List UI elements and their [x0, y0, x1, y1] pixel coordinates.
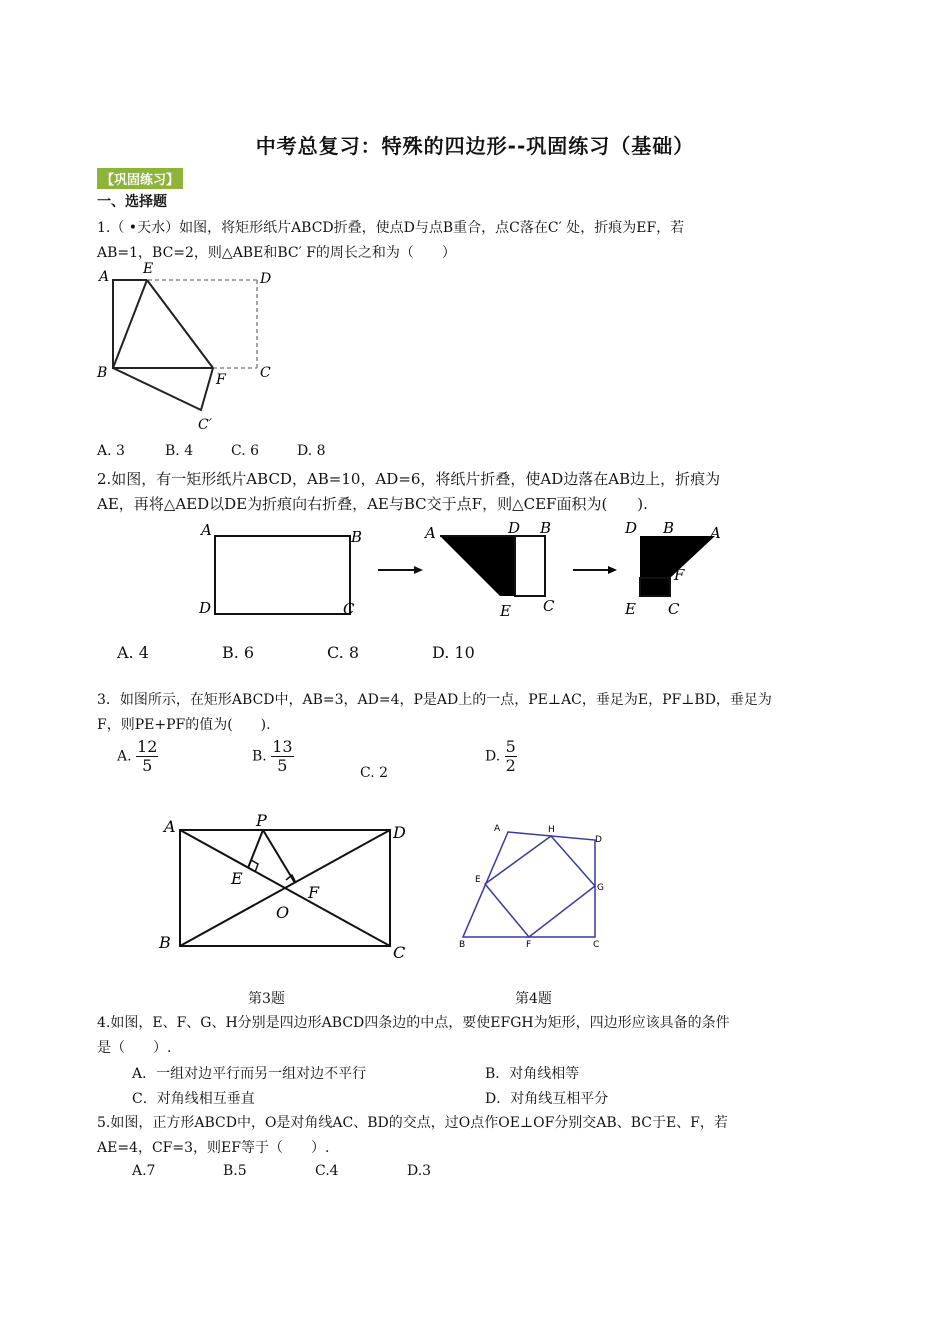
- q3-option-b-label: B.: [252, 748, 267, 765]
- q2-fig3-label-b: B: [663, 519, 675, 537]
- q1-label-cprime: C′: [198, 417, 212, 433]
- q1-option-d: D. 8: [297, 443, 326, 459]
- q1-option-b: B. 4: [165, 443, 194, 459]
- q3-option-b-fraction: [271, 738, 293, 775]
- q4-midpoint-quad: [485, 836, 595, 937]
- q1-figure: [95, 258, 285, 438]
- q4-option-b: B．对角线相等: [485, 1066, 580, 1082]
- q2-fig3-label-a: A: [710, 524, 721, 542]
- q3-option-d-num: 5: [505, 737, 516, 756]
- q3-label-e: E: [231, 869, 243, 888]
- q3-label-c: C: [393, 943, 406, 962]
- q1-line2: AB=1，BC=2，则△ABE和BC′ F的周长之和为（ ）: [97, 245, 456, 261]
- q5-line1: 5.如图，正方形ABCD中，O是对角线AC、BD的交点，过O点作OE⊥OF分别交AB、BC于E、F，若: [97, 1115, 728, 1131]
- q3-label-p: P: [256, 811, 267, 830]
- q5-option-c: C.4: [315, 1163, 339, 1179]
- q2-fig2-triangle: [440, 536, 515, 596]
- q1-label-a: A: [99, 269, 110, 285]
- q2-fig1-rect: [215, 536, 350, 614]
- q3-option-a-num: 12: [137, 737, 158, 756]
- q3-line1: 3．如图所示，在矩形ABCD中，AB=3，AD=4，P是AD上的一点，PE⊥AC，垂足为E，PF⊥BD，垂足为: [97, 692, 772, 708]
- q2-arrow1-head: [414, 566, 423, 574]
- q2-fig3-label-e: E: [625, 600, 636, 618]
- q2-fig1-label-c: C: [343, 600, 355, 618]
- q4-label-b: B: [459, 940, 466, 950]
- page-title: 中考总复习：特殊的四边形--巩固练习（基础）: [255, 134, 695, 158]
- q4-label-h: H: [548, 825, 555, 835]
- q2-option-d: D. 10: [432, 643, 475, 662]
- q5-option-b: B.5: [223, 1163, 247, 1179]
- q1-bcf: [113, 368, 213, 410]
- q3-option-d-den: 2: [505, 756, 516, 775]
- q3-caption: 第3题: [248, 991, 285, 1007]
- q1-label-f: F: [216, 372, 226, 388]
- q4-label-g: G: [597, 883, 604, 893]
- q2-figure: [195, 518, 735, 628]
- q4-label-e: E: [475, 875, 481, 885]
- q2-fig2-label-d: D: [508, 519, 521, 537]
- q2-fig2-label-a: A: [425, 524, 436, 542]
- q3-figure: [155, 810, 425, 965]
- q4-label-c: C: [593, 940, 600, 950]
- q2-option-c: C. 8: [327, 643, 360, 662]
- q3-option-a-fraction: [136, 738, 158, 775]
- q3-label-f: F: [308, 883, 320, 902]
- q4-option-a: A．一组对边平行而另一组对边不平行: [132, 1066, 367, 1082]
- q2-fig1-label-d: D: [199, 599, 212, 617]
- q1-label-d: D: [260, 271, 272, 287]
- q2-fig1-label-a: A: [201, 521, 212, 539]
- q3-option-d-label: D.: [485, 748, 501, 765]
- q4-label-f: F: [526, 940, 532, 950]
- q4-label-d: D: [595, 835, 602, 845]
- q3-option-d-fraction: [505, 738, 517, 775]
- q2-fig3-label-d: D: [625, 519, 638, 537]
- q5-option-d: D.3: [407, 1163, 432, 1179]
- q3-line2: F，则PE+PF的值为( ).: [97, 717, 271, 733]
- q3-option-b-num: 13: [272, 737, 293, 756]
- q5-line2: AE=4，CF=3，则EF等于（ ）.: [97, 1140, 330, 1156]
- q1-label-b: B: [97, 365, 108, 381]
- q2-fig1-label-b: B: [351, 528, 363, 546]
- q4-quad: [463, 832, 595, 937]
- q3-option-c: C. 2: [360, 765, 389, 781]
- q2-fig2-label-e: E: [500, 602, 511, 620]
- q4-caption: 第4题: [515, 991, 552, 1007]
- q3-option-d: [485, 738, 517, 775]
- q2-fig3-label-c: C: [668, 600, 680, 618]
- q4-option-c: C．对角线相互垂直: [132, 1091, 255, 1107]
- q2-option-a: A. 4: [117, 643, 149, 662]
- q3-option-a: [117, 738, 158, 775]
- q3-label-d: D: [393, 823, 406, 842]
- q2-fig2-label-c: C: [543, 597, 555, 615]
- q2-fig3-label-f: F: [674, 566, 685, 584]
- q1-label-c: C: [260, 365, 271, 381]
- q1-be: [113, 280, 147, 368]
- q4-figure: [455, 820, 615, 950]
- q3-option-b: [252, 738, 294, 775]
- q2-arrow2-head: [608, 566, 617, 574]
- q4-label-a: A: [494, 824, 501, 834]
- q2-fig2-rect: [515, 536, 545, 596]
- q2-fig3-dark: [640, 536, 670, 596]
- q4-line1: 4.如图，E、F、G、H分别是四边形ABCD四条边的中点，要使EFGH为矩形，四边形应该具备的条件: [97, 1015, 730, 1031]
- q1-option-c: C. 6: [231, 443, 260, 459]
- q3-option-a-den: 5: [142, 756, 153, 775]
- q2-fig2-label-b: B: [540, 519, 552, 537]
- q5-option-a: A.7: [132, 1163, 156, 1179]
- q1-rect-edges: [113, 280, 213, 368]
- q1-label-e: E: [143, 261, 154, 277]
- q4-line2: 是（ ）.: [97, 1040, 172, 1056]
- q2-option-b: B. 6: [222, 643, 255, 662]
- q3-pf: [263, 830, 295, 883]
- q3-label-o: O: [276, 903, 290, 922]
- q1-line1: 1.（ •天水）如图，将矩形纸片ABCD折叠，使点D与点B重合，点C落在C′ 处，折痕为EF，若: [97, 220, 685, 236]
- q2-line1: 2.如图，有一矩形纸片ABCD，AB=10，AD=6，将纸片折叠，使AD边落在AB边上，折痕为: [97, 470, 721, 488]
- q3-option-b-den: 5: [277, 756, 288, 775]
- practice-tag: 【巩固练习】: [97, 168, 183, 189]
- q2-line2: AE，再将△AED以DE为折痕向右折叠，AE与BC交于点F，则△CEF面积为( ).: [97, 495, 648, 513]
- section-heading: 一、选择题: [97, 194, 167, 210]
- q3-label-b: B: [159, 933, 171, 952]
- q1-option-a: A. 3: [97, 443, 125, 459]
- q3-label-a: A: [164, 817, 176, 836]
- q3-option-a-label: A.: [117, 748, 132, 765]
- q4-option-d: D．对角线互相平分: [485, 1091, 609, 1107]
- q1-ef: [147, 280, 213, 368]
